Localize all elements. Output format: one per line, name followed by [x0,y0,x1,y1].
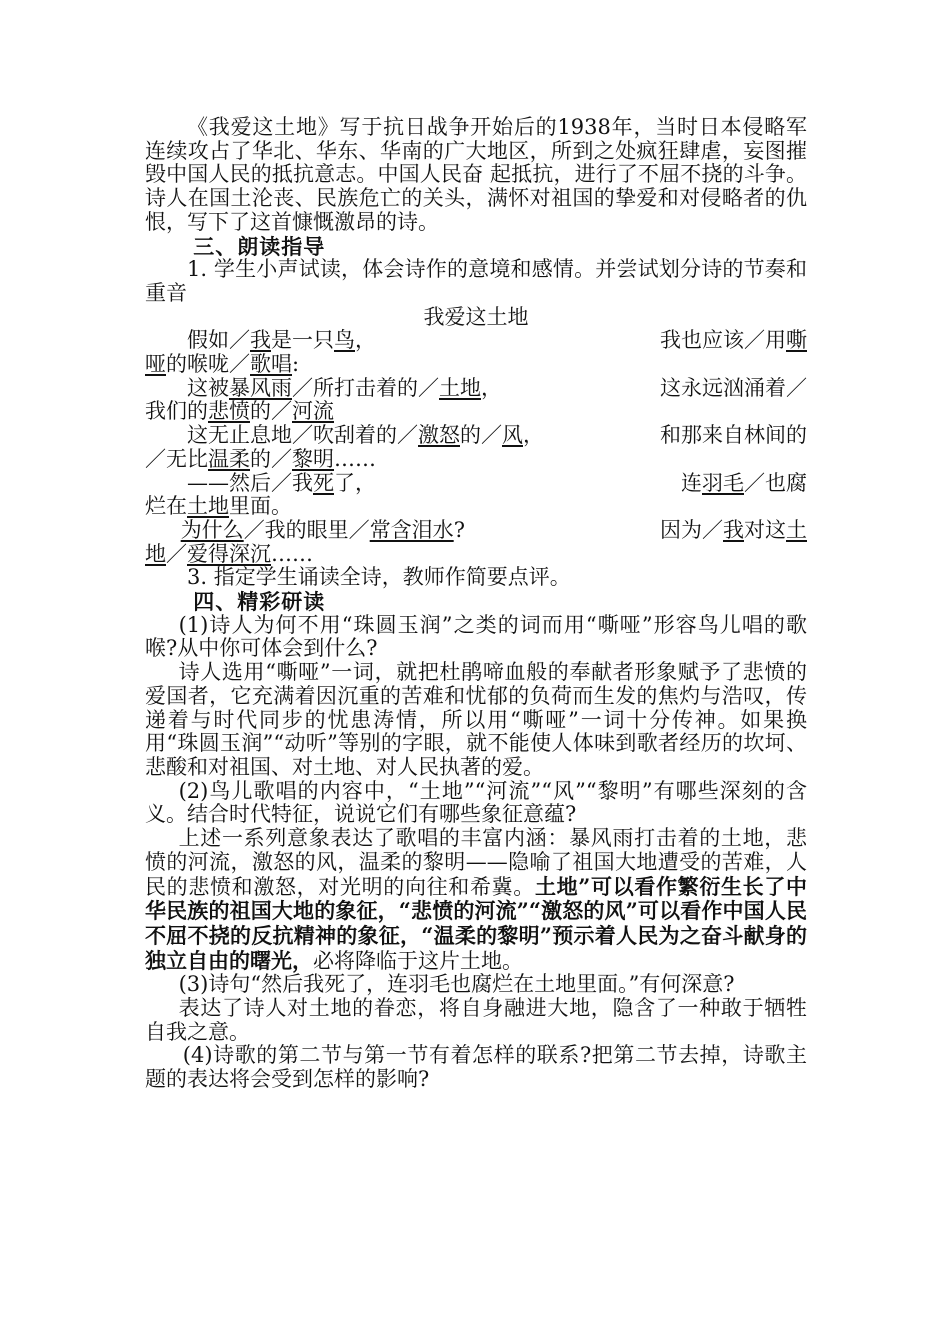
poem-block [145,329,807,566]
poem-line: ——然后／我死了， 连羽毛／也腐 [187,470,807,495]
answer-2: 上述一系列意象表达了歌唱的丰富内涵：暴风雨打击着的土地，悲愤的河流，激怒的风，温柔的黎明——隐喻了祖国大地遭受的苦难，人民的悲愤和激怒，对光明的向往和希冀。土地”可以看作繁衍生长了中华民族的祖国大地的象征，“悲愤的河流”“激怒的风”可以看作中国人民不屈不挠的反抗精神的象征，“温柔的黎明”预示着人民为之奋斗献身的独立自由的曙光，必将降临于这片土地。 [145,826,807,973]
question-4: (4)诗歌的第二节与第一节有着怎样的联系?把第二节去掉，诗歌主题的表达将会受到怎样的影响? [145,1043,807,1092]
answer-1: 诗人选用“嘶哑”一词，就把杜鹃啼血般的奉献者形象赋予了悲愤的爱国者，它充满着因沉重的苦难和忧郁的负荷而生发的焦灼与浩叹，传递着与时代同步的忧患涛情，所以用“嘶哑”一词十分传神。如果换用“珠圆玉润”“动听”等别的字眼，就不能使人体味到歌者经历的坎坷、悲酸和对祖国、对土地、对人民执著的爱。 [145,660,807,779]
poem-line: 烂在土地里面。 [145,494,292,519]
poem-line: 地／爱得深沉…… [145,541,313,566]
poem-line: 我们的悲愤的／河流 [145,399,334,424]
answer-3: 表达了诗人对土地的眷恋，将自身融进大地，隐含了一种敢于牺牲自我之意。 [145,996,807,1044]
poem-title: 我爱这土地 [423,304,529,329]
poem-line: ／无比温柔的／黎明…… [145,446,376,471]
poem-line: 哑的喉咙／歌唱: [145,352,300,377]
poem-line: 为什么／我的眼里／常含泪水? 因为／我对这土 [180,517,807,542]
poem-line: 假如／我是一只鸟， 我也应该／用嘶 [187,328,807,353]
document-body [145,116,807,1092]
question-1: (1)诗人为何不用“珠圆玉润”之类的词而用“嘶哑”形容鸟儿唱的歌喉?从中你可体会到什么? [145,612,807,661]
question-3: (3)诗句“然后我死了，连羽毛也腐烂在土地里面。”有何深意? [178,972,735,997]
item-1-instruction: 1. 学生小声试读，体会诗作的意境和感情。并尝试划分诗的节奏和重音 [145,257,807,305]
intro-paragraph: 《我爱这土地》写于抗日战争开始后的1938年，当时日本侵略军连续攻占了华北、华东、华南的广大地区，所到之处疯狂肆虐，妄图摧毁中国人民的抵抗意志。中国人民奋 起抵抗，进行了不屈不挠的斗争。诗人在国土沦丧、民族危亡的关头，满怀对祖国的挚爱和对侵略者的仇恨，写下了这首慷慨激昂的诗。 [145,115,807,234]
poem-line: 这无止息地／吹刮着的／激怒的／风， 和那来自林间的 [187,423,807,448]
answer-2-bold: 土地”可以看作繁衍生长了中华民族的祖国大地的象征，“悲愤的河流”“激怒的风”可以看作中国人民不屈不挠的反抗精神的象征，“温柔的黎明”预示着人民为之奋斗献身的独立自由的曙光， [145,873,807,973]
item-3-instruction: 3. 指定学生诵读全诗，教师作简要点评。 [187,565,571,590]
question-2: (2)鸟儿歌唱的内容中，“土地”“河流”“风”“黎明”有哪些深刻的含义。结合时代特征，说说它们有哪些象征意蕴? [145,778,807,827]
section-heading-reading-guide: 三、朗读指导 [193,233,326,259]
section-heading-close-reading: 四、精彩研读 [193,589,326,615]
poem-line: 这被暴风雨／所打击着的／土地， 这永远汹涌着／ [187,375,807,400]
